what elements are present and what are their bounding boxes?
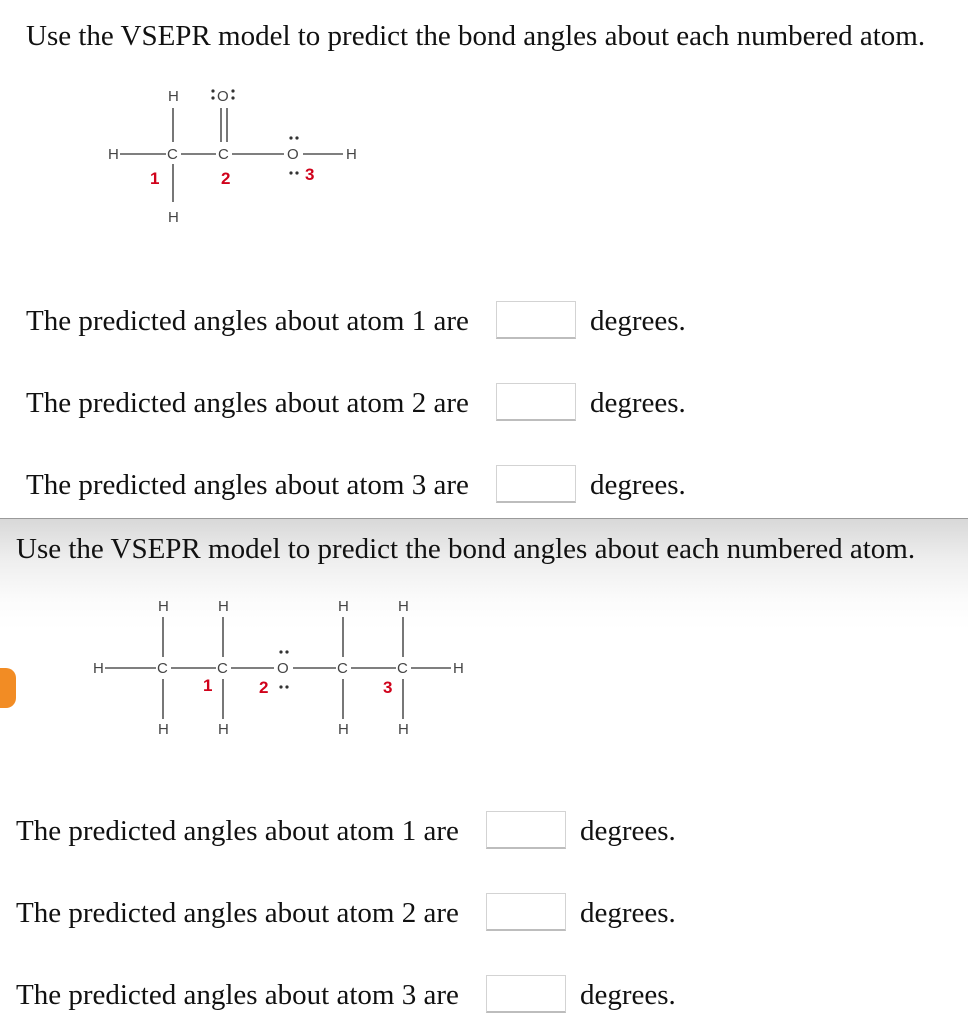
atom-number-2: 2 — [259, 678, 269, 697]
atom-o-center: O — [277, 660, 289, 677]
atom-h-bottom: H — [218, 721, 229, 738]
atom-h-top: H — [398, 598, 409, 615]
row-label-atom-3: The predicted angles about atom 3 are — [16, 979, 459, 1011]
molecule-diagram — [85, 589, 485, 739]
answer-input-atom-3[interactable] — [496, 465, 576, 503]
row-label-atom-1: The predicted angles about atom 1 are — [16, 815, 459, 847]
answer-input-atom-1[interactable] — [486, 811, 566, 849]
atom-number-1: 1 — [203, 676, 213, 695]
atom-number-3: 3 — [305, 165, 315, 184]
atom-number-3: 3 — [383, 678, 393, 697]
side-drawer-tab[interactable] — [0, 668, 16, 708]
answer-input-atom-3[interactable] — [486, 975, 566, 1013]
atom-c-end: C — [397, 660, 408, 677]
atom-c-2: C — [218, 146, 229, 163]
atom-number-1: 1 — [150, 169, 160, 188]
atom-h-left: H — [108, 146, 119, 163]
answer-input-atom-1[interactable] — [496, 301, 576, 339]
atom-h-left: H — [93, 660, 104, 677]
question-prompt: Use the VSEPR model to predict the bond angles about each numbered atom. — [16, 533, 916, 565]
atom-h-top: H — [218, 598, 229, 615]
atom-h-right: H — [346, 146, 357, 163]
row-label-atom-2: The predicted angles about atom 2 are — [26, 387, 469, 419]
answer-input-atom-2[interactable] — [496, 383, 576, 421]
unit-label: degrees. — [590, 387, 686, 419]
atom-h-bottom: H — [168, 209, 179, 226]
question-prompt: Use the VSEPR model to predict the bond angles about each numbered atom. — [26, 20, 926, 52]
unit-label: degrees. — [590, 305, 686, 337]
atom-c-1: C — [167, 146, 178, 163]
atom-c-3: C — [337, 660, 348, 677]
atom-c-2: C — [217, 660, 228, 677]
atom-h-top: H — [158, 598, 169, 615]
atom-h-top: H — [168, 88, 179, 105]
atom-h-bottom: H — [338, 721, 349, 738]
unit-label: degrees. — [580, 979, 676, 1011]
atom-number-2: 2 — [221, 169, 231, 188]
atom-o-3: O — [287, 146, 299, 163]
unit-label: degrees. — [580, 897, 676, 929]
answer-input-atom-2[interactable] — [486, 893, 566, 931]
atom-h-bottom: H — [158, 721, 169, 738]
unit-label: degrees. — [580, 815, 676, 847]
atom-h-right: H — [453, 660, 464, 677]
row-label-atom-3: The predicted angles about atom 3 are — [26, 469, 469, 501]
atom-h-top: H — [338, 598, 349, 615]
row-label-atom-1: The predicted angles about atom 1 are — [26, 305, 469, 337]
question-panel-2 — [0, 518, 968, 1029]
atom-h-bottom: H — [398, 721, 409, 738]
atom-o-carbonyl: O — [217, 88, 229, 105]
atom-c-1: C — [157, 660, 168, 677]
unit-label: degrees. — [590, 469, 686, 501]
row-label-atom-2: The predicted angles about atom 2 are — [16, 897, 459, 929]
molecule-diagram — [100, 80, 400, 230]
